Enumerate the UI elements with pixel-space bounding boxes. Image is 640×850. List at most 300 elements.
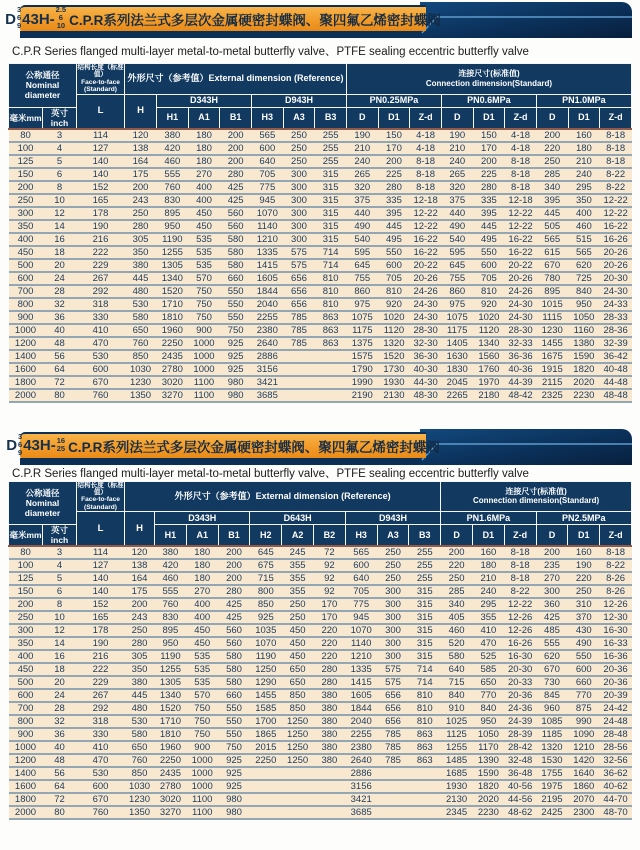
table-cell: 755	[441, 272, 473, 285]
table-cell: 16-36	[600, 650, 632, 663]
table-cell: 860	[346, 285, 378, 298]
table-cell: 292	[77, 285, 125, 298]
table-cell: 550	[220, 311, 252, 324]
table-cell: 315	[409, 650, 441, 663]
table-cell: 425	[218, 598, 250, 611]
table-cell: 180	[188, 142, 220, 155]
table-row	[9, 676, 632, 689]
table-cell: 8-18	[504, 572, 536, 585]
table-cell: 575	[283, 246, 315, 259]
table-cell: 36	[43, 311, 77, 324]
table-cell: 20-36	[600, 663, 632, 676]
valve-model-code	[5, 7, 67, 31]
external-dimension-header: 外形尺寸（参考值）External dimension (Reference)	[125, 481, 441, 512]
table-cell: 1400	[9, 767, 43, 780]
table-cell: 410	[472, 624, 504, 637]
connection-dimension-header: 连接尺寸(标准值) Connection dimension(Standard)	[441, 481, 632, 512]
sub-column-header: B2	[314, 525, 346, 547]
table-cell: 12-22	[505, 220, 537, 233]
table-cell	[377, 767, 409, 780]
table-cell: 350	[9, 220, 43, 233]
sub-column-header: B3	[315, 107, 347, 129]
table-row	[9, 702, 632, 715]
table-cell: 1200	[9, 754, 43, 767]
table-cell: 44-70	[600, 793, 632, 806]
table-cell: 250	[125, 207, 157, 220]
table-cell: 175	[125, 168, 157, 181]
table-cell: 48-42	[505, 389, 537, 402]
table-cell: 220	[568, 572, 600, 585]
table-cell: 600	[9, 272, 43, 285]
table-cell: 1590	[472, 767, 504, 780]
table-row	[9, 324, 632, 337]
table-cell: 656	[377, 689, 409, 702]
table-cell: 505	[536, 220, 568, 233]
table-cell: 56	[43, 350, 77, 363]
table-cell	[377, 793, 409, 806]
table-cell: 2250	[155, 754, 187, 767]
table-cell: 180	[186, 559, 218, 572]
table-cell: 1485	[441, 754, 473, 767]
table-cell: 200	[9, 598, 43, 611]
table-cell: 575	[377, 676, 409, 689]
table-cell: 16-22	[410, 246, 442, 259]
table-cell: 4	[43, 559, 77, 572]
table-cell: 490	[346, 220, 378, 233]
table-row	[9, 350, 632, 363]
table-cell: 580	[441, 650, 473, 663]
table-cell: 125	[9, 572, 43, 585]
banner-title	[5, 5, 441, 31]
table-cell: 28	[43, 702, 77, 715]
table-cell: 810	[315, 285, 347, 298]
table-cell: 960	[536, 702, 568, 715]
table-cell: 10	[43, 194, 77, 207]
table-cell: 550	[220, 298, 252, 311]
table-cell: 152	[77, 598, 125, 611]
table-cell: 178	[77, 624, 125, 637]
table-cell: 410	[77, 741, 125, 754]
table-cell: 1585	[250, 702, 282, 715]
table-cell: 92	[314, 572, 346, 585]
table-cell: 775	[345, 598, 377, 611]
table-cell: 315	[409, 611, 441, 624]
table-cell: 200	[218, 559, 250, 572]
table-cell: 8-18	[600, 129, 632, 142]
table-cell: 1100	[186, 806, 218, 819]
table-cell	[282, 793, 314, 806]
table-cell: 280	[125, 637, 155, 650]
table-cell	[283, 350, 315, 363]
table-cell: 32-56	[600, 754, 632, 767]
table-cell	[409, 780, 441, 793]
table-cell: 200	[441, 546, 473, 559]
table-cell: 440	[441, 207, 473, 220]
table-cell: 20-36	[600, 676, 632, 689]
table-cell: 335	[473, 194, 505, 207]
table-cell: 785	[283, 337, 315, 350]
table-cell: 3	[43, 129, 77, 142]
table-cell: 1200	[9, 337, 43, 350]
table-cell: 845	[536, 689, 568, 702]
table-cell: 250	[377, 546, 409, 559]
table-cell: 450	[282, 637, 314, 650]
table-cell: 580	[125, 728, 155, 741]
table-cell: 550	[568, 650, 600, 663]
table-cell	[283, 376, 315, 389]
table-cell: 810	[315, 272, 347, 285]
table-row	[9, 376, 632, 389]
valve-section-1	[5, 2, 632, 403]
table-cell: 785	[377, 754, 409, 767]
fraction-part: 3	[18, 431, 23, 441]
table-cell: 6	[43, 585, 77, 598]
inch-column-header: 英寸inch	[43, 525, 77, 547]
table-cell: 36-42	[600, 350, 632, 363]
table-cell: 40	[43, 324, 77, 337]
table-cell: 20	[43, 676, 77, 689]
table-cell: 2780	[157, 363, 189, 376]
model-prefix: D	[5, 10, 16, 28]
table-cell: 12-26	[504, 611, 536, 624]
table-cell: 138	[125, 559, 155, 572]
fraction-part: 6	[16, 13, 22, 23]
table-cell: 1255	[155, 663, 187, 676]
table-cell: 190	[441, 129, 473, 142]
table-cell: 770	[568, 689, 600, 702]
table-cell: 220	[314, 650, 346, 663]
table-cell: 220	[314, 624, 346, 637]
table-cell: 250	[125, 624, 155, 637]
table-cell: 1844	[251, 285, 283, 298]
table-cell: 40	[43, 741, 77, 754]
table-cell: 810	[409, 715, 441, 728]
inch-column-header: 英寸inch	[43, 107, 77, 129]
table-cell: 1090	[568, 728, 600, 741]
table-cell: 1015	[536, 298, 568, 311]
table-cell: 750	[186, 728, 218, 741]
pn-sub-column-header: D	[441, 525, 473, 547]
table-cell: 1675	[536, 350, 568, 363]
table-cell: 714	[315, 259, 347, 272]
table-cell: 785	[377, 741, 409, 754]
table-cell: 3421	[345, 793, 377, 806]
table-cell: 1140	[345, 637, 377, 650]
table-cell: 990	[568, 715, 600, 728]
fraction-part: 10	[56, 20, 66, 30]
table-cell: 785	[377, 728, 409, 741]
pn-sub-column-header: Z-d	[410, 107, 442, 129]
table-cell: 280	[378, 181, 410, 194]
table-cell: 1640	[568, 767, 600, 780]
table-cell: 1175	[441, 324, 473, 337]
table-cell: 178	[77, 207, 125, 220]
table-cell: 470	[77, 754, 125, 767]
table-cell: 3421	[251, 376, 283, 389]
table-cell: 550	[218, 702, 250, 715]
dimension-table-2	[8, 481, 632, 821]
table-cell: 1865	[250, 728, 282, 741]
table-cell: 500	[9, 676, 43, 689]
table-cell: 910	[441, 702, 473, 715]
fraction-part: 6	[18, 439, 23, 449]
table-cell: 550	[218, 728, 250, 741]
table-cell: 615	[536, 246, 568, 259]
table-row	[9, 155, 632, 168]
table-cell: 229	[77, 676, 125, 689]
table-cell: 240	[568, 168, 600, 181]
table-cell: 114	[77, 129, 125, 142]
pn-sub-column-header: Z-d	[600, 107, 632, 129]
table-cell: 670	[77, 793, 125, 806]
table-cell: 800	[250, 585, 282, 598]
table-cell: 285	[441, 585, 473, 598]
table-cell: 12-26	[600, 598, 632, 611]
table-cell: 550	[473, 246, 505, 259]
table-cell: 127	[77, 142, 125, 155]
table-cell: 810	[409, 689, 441, 702]
table-cell: 165	[77, 194, 125, 207]
table-cell: 315	[409, 637, 441, 650]
table-cell: 850	[250, 598, 282, 611]
table-cell: 245	[282, 546, 314, 559]
table-cell: 1755	[536, 767, 568, 780]
table-cell: 12-22	[600, 207, 632, 220]
table-cell: 20-36	[504, 689, 536, 702]
table-cell: 1255	[157, 246, 189, 259]
table-cell: 785	[283, 311, 315, 324]
table-cell: 1455	[536, 337, 568, 350]
table-cell	[314, 780, 346, 793]
table-cell: 2020	[472, 793, 504, 806]
table-cell: 450	[9, 663, 43, 676]
table-cell: 900	[9, 728, 43, 741]
table-cell: 315	[315, 181, 347, 194]
table-cell: 1975	[536, 780, 568, 793]
h-column-header: H	[125, 94, 157, 129]
table-cell	[409, 793, 441, 806]
table-cell: 200	[9, 181, 43, 194]
table-cell: 240	[346, 155, 378, 168]
table-cell: 470	[77, 337, 125, 350]
table-cell: 32-30	[410, 337, 442, 350]
table-cell: 945	[251, 194, 283, 207]
table-cell: 645	[441, 259, 473, 272]
table-cell: 100	[9, 559, 43, 572]
table-cell: 700	[9, 702, 43, 715]
table-cell: 760	[77, 806, 125, 819]
table-cell: 1960	[155, 741, 187, 754]
table-cell: 400	[9, 233, 43, 246]
table-cell: 450	[188, 207, 220, 220]
table-cell: 243	[125, 611, 155, 624]
table-cell: 3685	[345, 806, 377, 819]
table-cell: 315	[315, 168, 347, 181]
table-row	[9, 689, 632, 702]
table-cell: 1250	[282, 715, 314, 728]
table-cell: 190	[77, 637, 125, 650]
table-cell: 20-22	[410, 259, 442, 272]
table-cell: 80	[43, 806, 77, 819]
table-cell: 280	[218, 585, 250, 598]
table-cell: 300	[9, 207, 43, 220]
table-cell: 863	[409, 741, 441, 754]
valve-model-code	[6, 431, 66, 458]
table-cell: 270	[188, 168, 220, 181]
table-cell: 600	[473, 259, 505, 272]
table-cell: 80	[9, 546, 43, 559]
table-cell: 360	[536, 598, 568, 611]
section-banner	[5, 2, 632, 38]
table-row	[9, 259, 632, 272]
table-cell: 250	[441, 572, 473, 585]
table-cell: 1000	[9, 741, 43, 754]
model-group-header: D943H	[345, 512, 440, 525]
table-cell: 295	[472, 598, 504, 611]
table-cell: 300	[377, 611, 409, 624]
table-cell: 36-62	[600, 767, 632, 780]
table-cell: 425	[536, 611, 568, 624]
table-cell: 925	[220, 363, 252, 376]
table-cell: 32-33	[505, 337, 537, 350]
table-cell: 1250	[282, 741, 314, 754]
table-cell: 48-30	[410, 389, 442, 402]
table-cell: 555	[157, 168, 189, 181]
table-cell: 3020	[157, 376, 189, 389]
table-cell: 10	[43, 611, 77, 624]
table-cell: 1210	[345, 650, 377, 663]
table-cell: 1320	[378, 337, 410, 350]
table-cell: 670	[536, 663, 568, 676]
table-cell: 950	[568, 298, 600, 311]
table-cell: 255	[315, 129, 347, 142]
table-cell: 750	[186, 715, 218, 728]
table-cell: 1970	[473, 376, 505, 389]
table-cell: 460	[155, 572, 187, 585]
table-cell: 300	[283, 233, 315, 246]
table-cell: 36-36	[505, 350, 537, 363]
table-cell: 895	[157, 207, 189, 220]
table-cell: 400	[186, 611, 218, 624]
table-cell: 1820	[568, 363, 600, 376]
table-cell: 2640	[251, 337, 283, 350]
table-cell: 315	[315, 207, 347, 220]
table-cell	[250, 793, 282, 806]
table-cell: 2015	[250, 741, 282, 754]
table-cell: 216	[77, 233, 125, 246]
l-column-header: L	[77, 94, 125, 129]
table-cell: 200	[536, 129, 568, 142]
table-cell: 560	[218, 624, 250, 637]
table-cell: 350	[568, 194, 600, 207]
table-cell: 495	[473, 233, 505, 246]
table-cell: 550	[218, 715, 250, 728]
table-cell: 12-22	[505, 207, 537, 220]
table-cell: 1860	[568, 780, 600, 793]
table-cell: 120	[125, 546, 155, 559]
table-cell: 925	[220, 350, 252, 363]
table-cell: 220	[314, 637, 346, 650]
table-cell: 775	[251, 181, 283, 194]
table-cell: 210	[441, 142, 473, 155]
table-row	[9, 129, 632, 142]
table-cell: 190	[346, 129, 378, 142]
table-cell: 210	[568, 155, 600, 168]
table-cell: 1455	[250, 689, 282, 702]
face-to-face-header: 结构长度（标准值） Face-to-face (Standard)	[77, 481, 124, 511]
model-group-header: D343H	[155, 512, 250, 525]
table-cell: 8-18	[600, 155, 632, 168]
section-subtitle-en: C.P.R Series flanged multi-layer metal-to-metal butterfly valve、PTFE sealing eccentric butterfly valve	[12, 467, 529, 480]
table-cell: 3156	[251, 363, 283, 376]
table-cell: 12-22	[504, 598, 536, 611]
table-cell: 565	[345, 546, 377, 559]
table-cell: 250	[568, 585, 600, 598]
table-cell: 1710	[155, 715, 187, 728]
table-cell: 980	[220, 389, 252, 402]
table-cell: 450	[186, 637, 218, 650]
table-cell: 530	[125, 298, 157, 311]
table-row	[9, 741, 632, 754]
table-cell: 8-18	[505, 155, 537, 168]
pn-sub-column-header: Z-d	[600, 525, 632, 547]
table-row	[9, 663, 632, 676]
table-cell: 1115	[536, 311, 568, 324]
table-cell: 24-48	[600, 715, 632, 728]
table-cell: 1290	[250, 676, 282, 689]
table-cell: 1390	[472, 754, 504, 767]
table-cell: 950	[157, 220, 189, 233]
table-cell: 300	[377, 585, 409, 598]
table-cell: 190	[77, 220, 125, 233]
table-cell: 300	[377, 637, 409, 650]
table-cell: 2265	[441, 389, 473, 402]
table-cell: 20-26	[505, 272, 537, 285]
table-cell: 375	[441, 194, 473, 207]
table-cell: 24-30	[600, 285, 632, 298]
table-cell: 240	[441, 155, 473, 168]
table-cell: 40-62	[600, 780, 632, 793]
table-cell: 2345	[441, 806, 473, 819]
table-cell: 620	[536, 650, 568, 663]
table-cell: 1685	[441, 767, 473, 780]
table-cell: 840	[441, 689, 473, 702]
table-cell: 200	[220, 155, 252, 168]
table-cell: 1120	[378, 324, 410, 337]
table-cell: 250	[283, 129, 315, 142]
pn-group-header: PN2.5MPa	[536, 512, 631, 525]
table-cell: 20-22	[505, 259, 537, 272]
table-cell: 370	[568, 611, 600, 624]
table-cell: 600	[251, 142, 283, 155]
table-cell: 315	[409, 585, 441, 598]
table-cell: 380	[314, 728, 346, 741]
table-cell: 5	[43, 155, 77, 168]
section-subtitle-en: C.P.R Series flanged multi-layer metal-to-metal butterfly valve、PTFE sealing eccentric butterfly valve	[12, 45, 529, 58]
table-cell	[315, 376, 347, 389]
table-cell: 36-30	[410, 350, 442, 363]
table-row	[9, 624, 632, 637]
connection-dimension-header: 连接尺寸(标准值) Connection dimension(Standard)	[346, 64, 631, 95]
table-cell: 656	[283, 298, 315, 311]
table-cell: 12-18	[410, 194, 442, 207]
model-group-header: D643H	[250, 512, 345, 525]
table-cell: 170	[378, 142, 410, 155]
sub-column-header: A2	[282, 525, 314, 547]
table-cell: 1070	[345, 624, 377, 637]
table-cell: 1930	[378, 376, 410, 389]
table-cell: 125	[9, 155, 43, 168]
